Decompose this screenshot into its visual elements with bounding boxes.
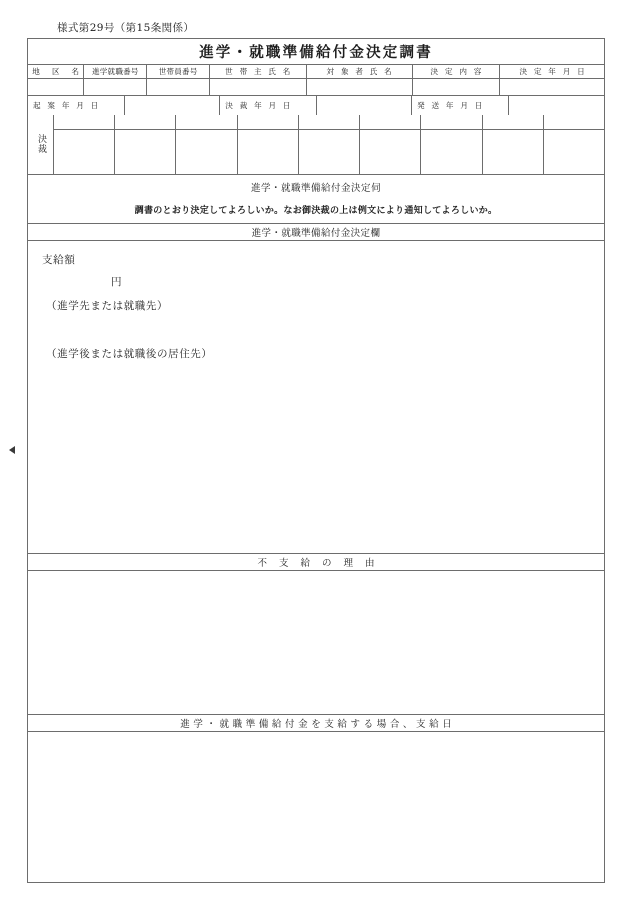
approval-title-cell[interactable] bbox=[299, 115, 359, 130]
identification-table bbox=[28, 65, 604, 95]
column-header-enrollment-number: 進学就職番号 bbox=[91, 67, 139, 76]
approval-block bbox=[28, 115, 604, 175]
decision-section-heading: 進学・就職準備給付金決定欄 bbox=[251, 227, 381, 239]
label-approval-date: 決 裁 年 月 日 bbox=[225, 100, 293, 110]
approval-stamp-cell[interactable] bbox=[299, 130, 359, 174]
identification-table-band bbox=[28, 65, 604, 96]
approval-column[interactable] bbox=[176, 115, 237, 174]
field-approval-date[interactable] bbox=[317, 96, 412, 115]
date-row bbox=[28, 96, 604, 115]
approval-column[interactable] bbox=[483, 115, 544, 174]
column-header-decision-date: 決 定 年 月 日 bbox=[519, 67, 587, 76]
approval-title-cell[interactable] bbox=[176, 115, 236, 130]
approval-stamp-cell[interactable] bbox=[115, 130, 175, 174]
approval-stamp-cell[interactable] bbox=[544, 130, 604, 174]
approval-stamp-cell[interactable] bbox=[176, 130, 236, 174]
column-header-decision-content: 決 定 内 容 bbox=[430, 67, 484, 76]
identification-entry-row bbox=[28, 79, 604, 95]
form-number: 様式第29号（第15条関係） bbox=[57, 22, 195, 34]
decision-section-pane[interactable] bbox=[28, 241, 604, 554]
label-drafting-date: 起 案 年 月 日 bbox=[33, 100, 101, 110]
approval-stamp-cells bbox=[54, 115, 604, 174]
field-target-person-name[interactable] bbox=[306, 79, 412, 95]
approval-column[interactable] bbox=[360, 115, 421, 174]
approval-title-cell[interactable] bbox=[544, 115, 604, 130]
approval-stamp-cell[interactable] bbox=[421, 130, 481, 174]
payment-date-section-heading: 進学・就職準備給付金を支給する場合、支給日 bbox=[180, 718, 456, 730]
payment-date-pane[interactable] bbox=[28, 732, 604, 880]
approval-title-cell[interactable] bbox=[115, 115, 175, 130]
approval-block-label bbox=[28, 115, 54, 174]
decision-section-header bbox=[28, 224, 604, 241]
form-frame bbox=[27, 38, 605, 883]
column-header-householder-name: 世 帯 主 氏 名 bbox=[225, 67, 293, 76]
field-district[interactable] bbox=[28, 79, 84, 95]
field-decision-content[interactable] bbox=[412, 79, 500, 95]
date-row-table bbox=[28, 96, 604, 115]
label-destination: （進学先または就職先） bbox=[46, 299, 169, 312]
page-title: 進学・就職準備給付金決定調書 bbox=[199, 44, 433, 61]
column-header-member-number: 世帯員番号 bbox=[158, 67, 198, 76]
approval-column[interactable] bbox=[421, 115, 482, 174]
label-dispatch-date: 発 送 年 月 日 bbox=[417, 100, 485, 110]
approval-column[interactable] bbox=[238, 115, 299, 174]
approval-title-cell[interactable] bbox=[238, 115, 298, 130]
column-header-district: 地 区 名 bbox=[32, 67, 82, 76]
field-member-number[interactable] bbox=[147, 79, 210, 95]
approval-label-text: 決裁 bbox=[36, 134, 46, 154]
approval-stamp-cell[interactable] bbox=[483, 130, 543, 174]
approval-column[interactable] bbox=[544, 115, 604, 174]
approval-column[interactable] bbox=[299, 115, 360, 174]
non-payment-reason-pane[interactable] bbox=[28, 571, 604, 715]
label-currency-unit: 円 bbox=[111, 275, 123, 288]
payment-date-section-header bbox=[28, 715, 604, 732]
field-dispatch-date[interactable] bbox=[508, 96, 604, 115]
approval-title-cell[interactable] bbox=[54, 115, 114, 130]
label-payment-amount: 支給額 bbox=[42, 253, 76, 266]
field-drafting-date[interactable] bbox=[125, 96, 220, 115]
document-title-band bbox=[28, 39, 604, 65]
approval-column[interactable] bbox=[54, 115, 115, 174]
approval-stamp-cell[interactable] bbox=[54, 130, 114, 174]
inquiry-body-text: 調書のとおり決定してよろしいか。なお御決裁の上は例文により通知してよろしいか。 bbox=[134, 205, 498, 216]
inquiry-heading: 進学・就職準備給付金決定伺 bbox=[250, 182, 381, 194]
approval-stamp-cell[interactable] bbox=[238, 130, 298, 174]
approval-title-cell[interactable] bbox=[421, 115, 481, 130]
label-residence: （進学後または就職後の居住先） bbox=[46, 347, 213, 360]
field-householder-name[interactable] bbox=[209, 79, 306, 95]
field-enrollment-number[interactable] bbox=[84, 79, 147, 95]
approval-title-cell[interactable] bbox=[360, 115, 420, 130]
date-row-band bbox=[28, 96, 604, 115]
non-payment-section-header bbox=[28, 554, 604, 571]
non-payment-section-heading: 不 支 給 の 理 由 bbox=[257, 557, 380, 569]
field-decision-date[interactable] bbox=[500, 79, 604, 95]
inquiry-band bbox=[28, 175, 604, 224]
approval-column[interactable] bbox=[115, 115, 176, 174]
margin-triangle-icon bbox=[9, 446, 15, 454]
column-header-target-person-name: 対 象 者 氏 名 bbox=[326, 67, 394, 76]
approval-stamp-cell[interactable] bbox=[360, 130, 420, 174]
identification-header-row bbox=[28, 65, 604, 79]
approval-title-cell[interactable] bbox=[483, 115, 543, 130]
